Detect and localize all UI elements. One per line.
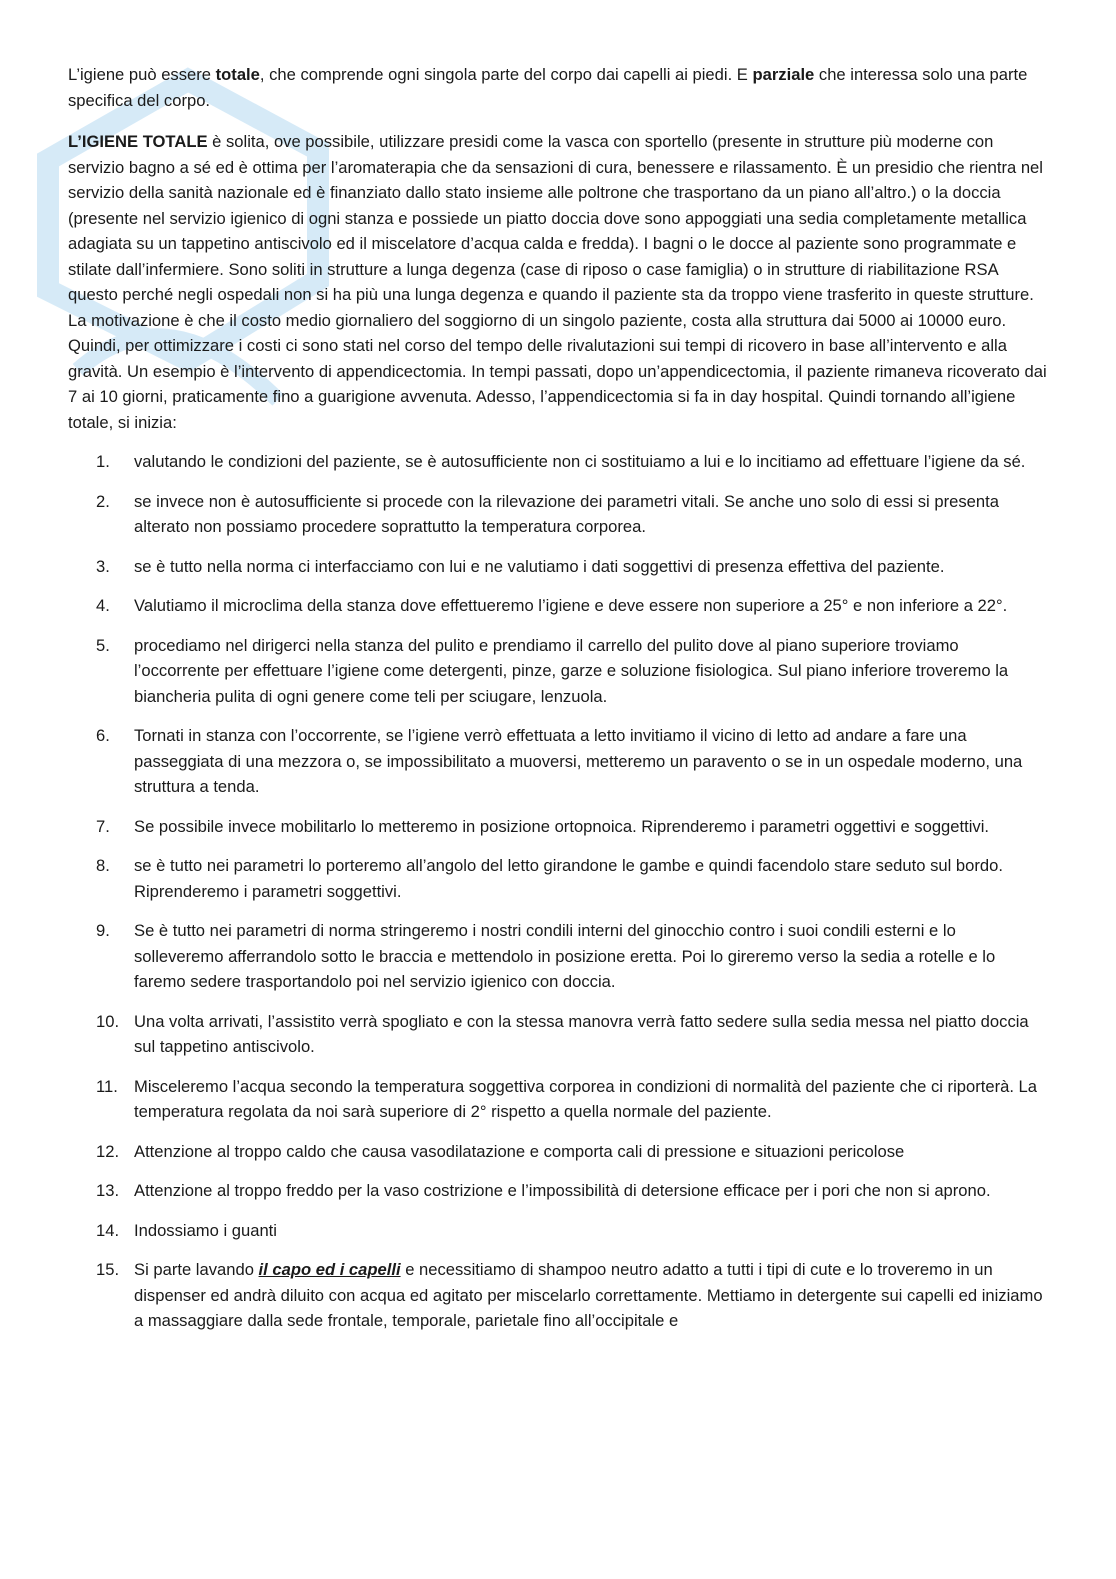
list-text-emphasis: il capo ed i capelli [258,1260,401,1279]
list-number: 15. [96,1260,120,1279]
totale-text: è solita, ove possibile, utilizzare presidi come la vasca con sportello (presente in strutture più moderne con servizio bagno a sé ed è ottima per l’aromaterapia che da sensazioni di cura, benessere e rilassamento. È un presidio che rientra nel servizio della sanità nazionale ed è finanziato dallo stato insieme alle poltrone che trasportano da un piano all’altro.) o la doccia (presente nel servizio igienico di ogni stanza e possiede un piatto doccia dove sono appoggiati una sedia completamente metallica adagiata su un tappetino antiscivolo ed il miscelatore d’acqua calda e fredda). I bagni o le docce al paziente sono programmate e stilate dall’infermiere. Sono soliti in strutture a lunga degenza (case di riposo o case famiglia) o in strutture di riabilitazione RSA questo perché negli ospedali non si ha più una lunga degenza e quando il paziente sta da troppo viene trasferito in queste strutture. La motivazione è che il costo medio giornaliero del soggiorno di un singolo paziente, costa alla struttura dai 5000 ai 10000 euro. Quindi, per ottimizzare i costi ci sono stati nel corso del tempo delle rivalutazioni sui tempi di ricovero in base all’intervento e alla gravità. Un esempio è l’intervento di appendicectomia. In tempi passati, dopo un’appendicectomia, il paziente rimaneva ricoverato dai 7 ai 10 giorni, praticamente fino a guarigione avvenuta. Adesso, l’appendicectomia si fa in day hospital. Quindi tornando all’igiene totale, si inizia: [68,132,1047,432]
list-item [68,1218,1048,1244]
intro-bold-parziale: parziale [752,65,815,84]
list-number: 4. [96,596,110,615]
list-number: 3. [96,556,110,576]
list-item [68,554,1048,580]
list-text: Indossiamo i guanti [134,1220,277,1240]
totale-paragraph [68,129,1048,435]
list-text: Attenzione al troppo caldo che causa vasodilatazione e comporta cali di pressione e situazioni pericolose [134,1141,905,1161]
list-number: 11. [96,1076,118,1096]
list-item [68,918,1048,995]
list-item [68,449,1048,475]
list-item [68,814,1048,840]
list-number: 5. [96,635,110,655]
list-item [68,1178,1048,1204]
intro-text-3: che interessa solo una parte specifica del corpo. [68,65,1028,110]
list-number: 6. [96,726,110,745]
intro-text-2: , che comprende ogni singola parte del corpo dai capelli ai piedi. E [259,65,753,84]
list-item [68,1139,1048,1165]
list-item [68,633,1048,710]
list-item [68,723,1048,800]
list-number: 7. [96,816,110,836]
intro-text-1: L’igiene può essere [68,65,216,84]
list-text: se invece non è autosufficiente si procede con la rilevazione dei parametri vitali. Se anche uno solo di essi si presenta alterato non possiamo procedere soprattutto la temperatura corporea. [134,491,999,536]
list-item [68,489,1048,540]
intro-bold-totale: totale [215,65,260,84]
list-text-pre: Si parte lavando [134,1260,259,1279]
list-number: 2. [96,491,110,511]
list-item-15 [68,1257,1048,1334]
totale-heading: L’IGIENE TOTALE [68,132,208,151]
list-text: Tornati in stanza con l’occorrente, se l’igiene verrò effettuata a letto invitiamo il vicino di letto ad andare a fare una passeggiata di una mezzora o, se impossibilitato a muoversi, metteremo un paravento o se in un ospedale moderno, una struttura a tenda. [134,726,1023,796]
list-text: Valutiamo il microclima della stanza dove effettueremo l’igiene e deve essere non superiore a 25° e non inferiore a 22°. [134,596,1008,615]
list-text: Una volta arrivati, l’assistito verrà spogliato e con la stessa manovra verrà fatto sedere sulla sedia messa nel piatto doccia sul tappetino antiscivolo. [134,1011,1029,1056]
list-item [68,1074,1048,1125]
list-item [68,593,1048,619]
list-text: Attenzione al troppo freddo per la vaso costrizione e l’impossibilità di detersione efficace per i pori che non si aprono. [134,1181,991,1200]
list-text: valutando le condizioni del paziente, se è autosufficiente non ci sostituiamo a lui e lo incitiamo ad effettuare l’igiene da sé. [134,452,1026,471]
intro-paragraph [68,62,1048,113]
list-text: Se è tutto nei parametri di norma stringeremo i nostri condili interni del ginocchio contro i suoi condili esterni e lo solleveremo afferrandolo sotto le braccia e mettendolo in posizione eretta. Poi lo gireremo verso la sedia a rotelle e lo faremo sedere trasportandolo poi nel servizio igienico con doccia. [134,921,996,991]
list-number: 8. [96,856,110,875]
list-item [68,853,1048,904]
list-number: 14. [96,1220,120,1240]
list-text: se è tutto nella norma ci interfacciamo con lui e ne valutiamo i dati soggettivi di presenza effettiva del paziente. [134,556,945,576]
list-text: Misceleremo l’acqua secondo la temperatura soggettiva corporea in condizioni di normalità del paziente che ci riporterà. La temperatura regolata da noi sarà superiore di 2° rispetto a quella normale del paziente. [134,1076,1038,1121]
list-number: 13. [96,1181,120,1200]
list-text: se è tutto nei parametri lo porteremo all’angolo del letto girandone le gambe e quindi facendolo stare seduto sul bordo. Riprenderemo i parametri soggettivi. [134,856,1003,901]
list-text-post: e necessitiamo di shampoo neutro adatto a tutti i tipi di cute e lo troveremo in un dispenser ed andrà diluito con acqua ed agitato per miscelarlo correttamente. Mettiamo in detergente sui capelli ed iniziamo a massaggiare dalla sede frontale, temporale, parietale fino all’occipitale e [134,1260,1043,1330]
steps-list [68,449,1048,1334]
list-number: 12. [96,1141,120,1161]
list-item [68,1009,1048,1060]
list-text: Se possibile invece mobilitarlo lo metteremo in posizione ortopnoica. Riprenderemo i parametri oggettivi e soggettivi. [134,816,990,836]
document-page [68,62,1048,1348]
list-number: 1. [96,452,110,471]
list-text: procediamo nel dirigerci nella stanza del pulito e prendiamo il carrello del pulito dove al piano superiore troviamo l’occorrente per effettuare l’igiene come detergenti, pinze, garze e soluzione fisiologica. Sul piano inferiore troveremo la biancheria pulita di ogni genere come teli per sciugare, lenzuola. [134,635,1009,706]
list-number: 9. [96,921,110,940]
list-number: 10. [96,1011,120,1031]
